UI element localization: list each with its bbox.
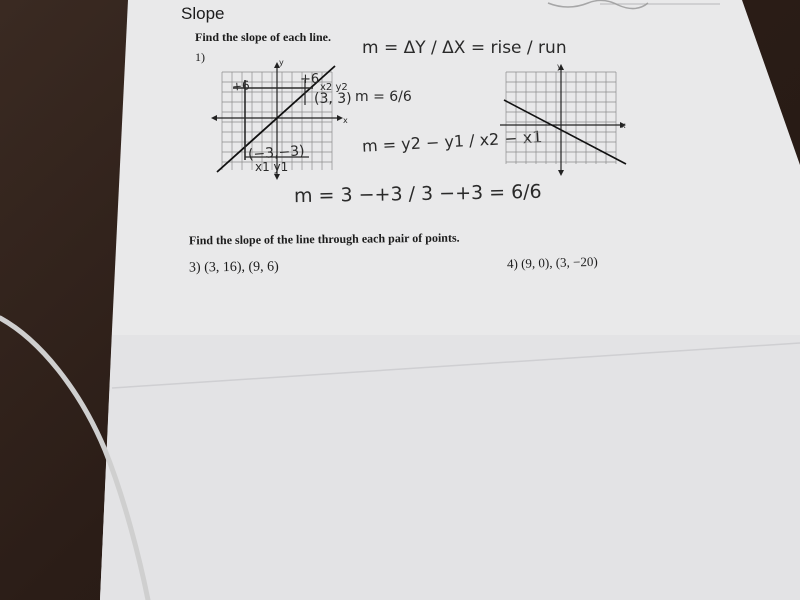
hw-point-top: (3, 3) <box>314 91 352 107</box>
section2-instruction: Find the slope of the line through each pair of points. <box>188 230 460 248</box>
hw-plus6-top: +6 <box>300 72 320 87</box>
graph2-x-label: x <box>621 121 626 130</box>
hw-m-six-six: m = 6/6 <box>355 89 412 105</box>
hw-formula-top: m = ΔY / ΔX = rise / run <box>362 38 567 58</box>
hw-x1y1: x1 y1 <box>255 160 289 174</box>
section1-instruction: Find the slope of each line. <box>195 30 332 44</box>
hw-point-bottom: (−3,−3) <box>247 143 306 163</box>
hw-x2y2: x2 y2 <box>320 82 348 93</box>
problem4: 4) (9, 0), (3, −20) <box>506 253 598 272</box>
problem1-number: 1) <box>195 50 205 64</box>
graph1-y-label: y <box>279 58 284 67</box>
hw-formula-mid: m = y2 − y1 / x2 − x1 <box>361 127 543 156</box>
graph2-y-label: y <box>557 62 562 71</box>
worksheet-title: Slope <box>181 4 225 23</box>
hw-calc: m = 3 −+3 / 3 −+3 = 6/6 <box>293 180 542 208</box>
hw-plus6-side: +6 <box>231 78 251 94</box>
problem3: 3) (3, 16), (9, 6) <box>188 259 279 276</box>
graph1-x-label: x <box>343 116 348 125</box>
